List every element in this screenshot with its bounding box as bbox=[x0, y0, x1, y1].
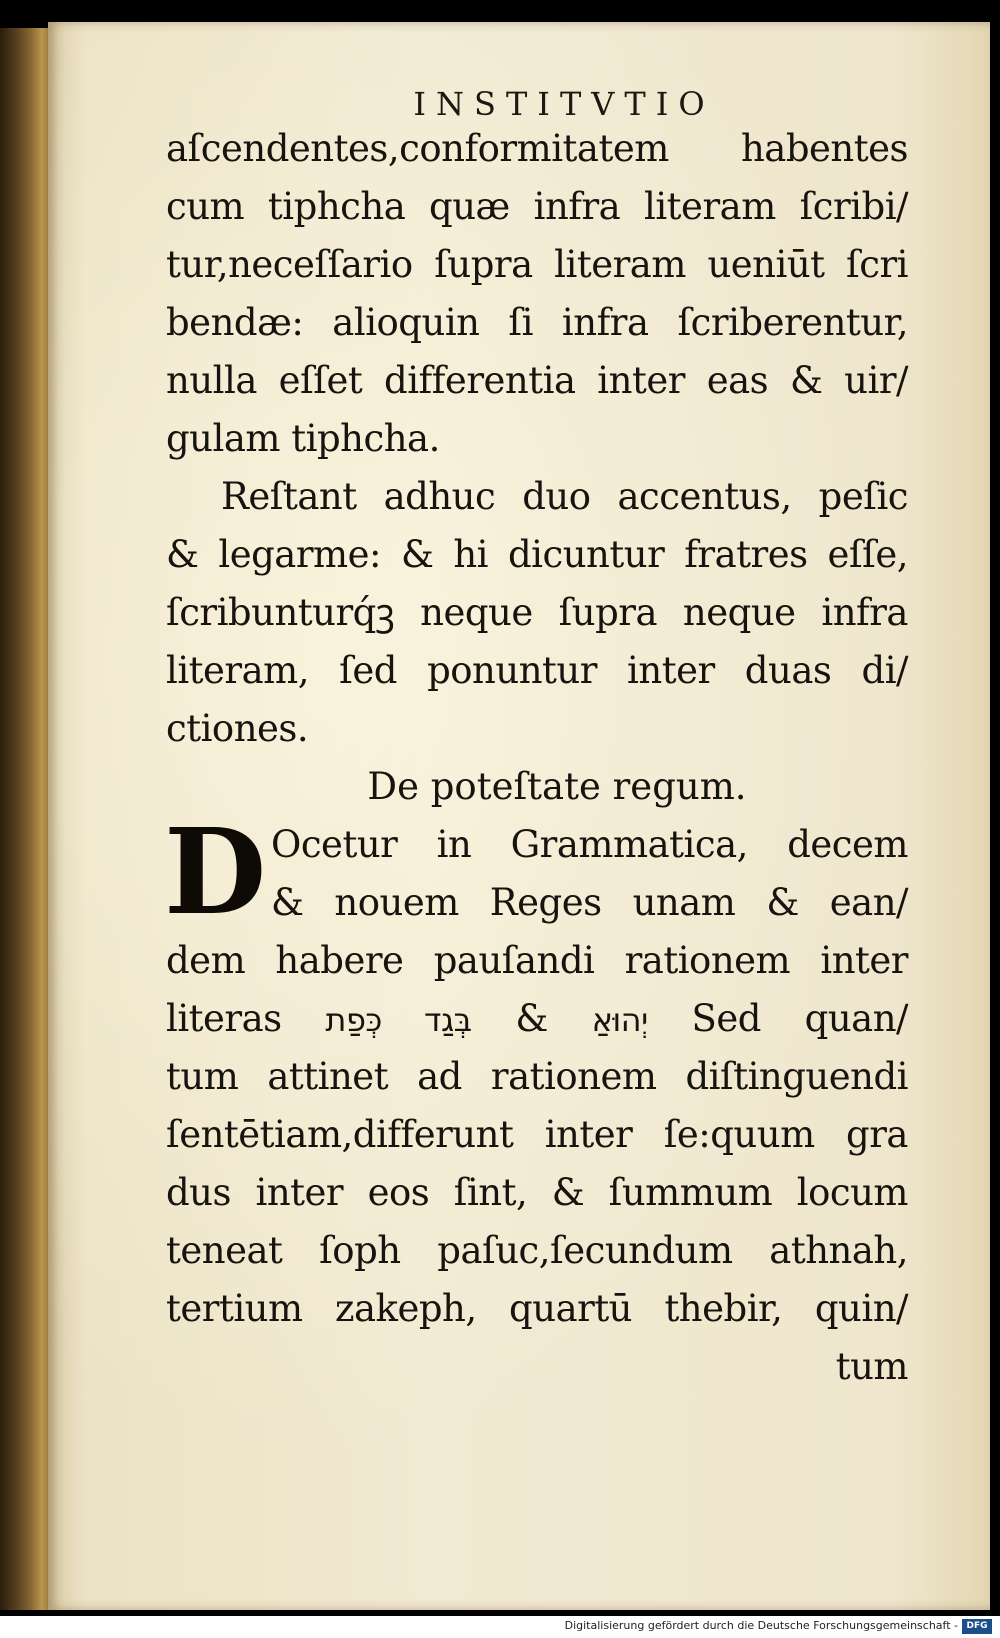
hebrew-line-after: Sed quan/ bbox=[691, 997, 908, 1040]
hebrew-line-before: literas bbox=[166, 997, 282, 1040]
text-line: dem habere pauſandi rationem inter bbox=[166, 939, 908, 982]
text-line: ſentētiam,differunt inter ſe:quum gra bbox=[166, 1113, 908, 1156]
text-line: ſcribunturq́ꝫ neque ſupra neque infra bbox=[166, 591, 908, 634]
hebrew-word-2: בְּגַד כְּפַת bbox=[325, 1001, 472, 1039]
text-line: gulam tiphcha. bbox=[166, 417, 440, 460]
text-line: cum tiphcha quæ infra literam ſcribi/ bbox=[166, 185, 908, 228]
text-line: tertium zakeph, quartū thebir, quin/ bbox=[166, 1287, 908, 1330]
hebrew-line-amp: & bbox=[515, 997, 548, 1040]
section-heading: De poteſtate regum. bbox=[367, 765, 747, 808]
catchword: tum bbox=[835, 1345, 908, 1388]
footer-credit: Digitalisierung gefördert durch die Deutsche Forschungsgemeinschaft - bbox=[564, 1619, 958, 1632]
text-block bbox=[166, 120, 908, 1396]
running-head: INSTITVTIO bbox=[413, 85, 715, 123]
text-line: dus inter eos ſint, & ſummum locum bbox=[166, 1171, 908, 1214]
text-line: tum attinet ad rationem diſtinguendi bbox=[166, 1055, 908, 1098]
text-line: nulla eſſet differentia inter eas & uir/ bbox=[166, 359, 908, 402]
text-line: literam, ſed ponuntur inter duas di/ bbox=[166, 649, 908, 692]
text-line: & legarme: & hi dicuntur fratres eſſe, bbox=[166, 533, 908, 576]
text-line: Ocetur in Grammatica, decem bbox=[271, 823, 908, 866]
text-line: tur,neceſſario ſupra literam ueniūt ſcri bbox=[166, 243, 908, 286]
text-line: Reſtant adhuc duo accentus, peſic bbox=[221, 475, 908, 518]
text-line: bendæ: alioquin ſi infra ſcriberentur, bbox=[166, 301, 908, 344]
drop-cap-paragraph bbox=[164, 802, 908, 941]
text-line: & nouem Reges unam & ean/ bbox=[271, 881, 908, 924]
dfg-logo: DFG bbox=[962, 1619, 992, 1634]
text-line: aſcendentes,conformitatem habentes bbox=[166, 127, 908, 170]
hebrew-text-line bbox=[166, 990, 908, 1048]
drop-cap: D bbox=[164, 802, 267, 941]
text-line: ctiones. bbox=[166, 707, 309, 750]
text-line: teneat ſoph paſuc,ſecundum athnah, bbox=[166, 1229, 908, 1272]
hebrew-word-1: יְהוּאַ bbox=[591, 1001, 648, 1039]
